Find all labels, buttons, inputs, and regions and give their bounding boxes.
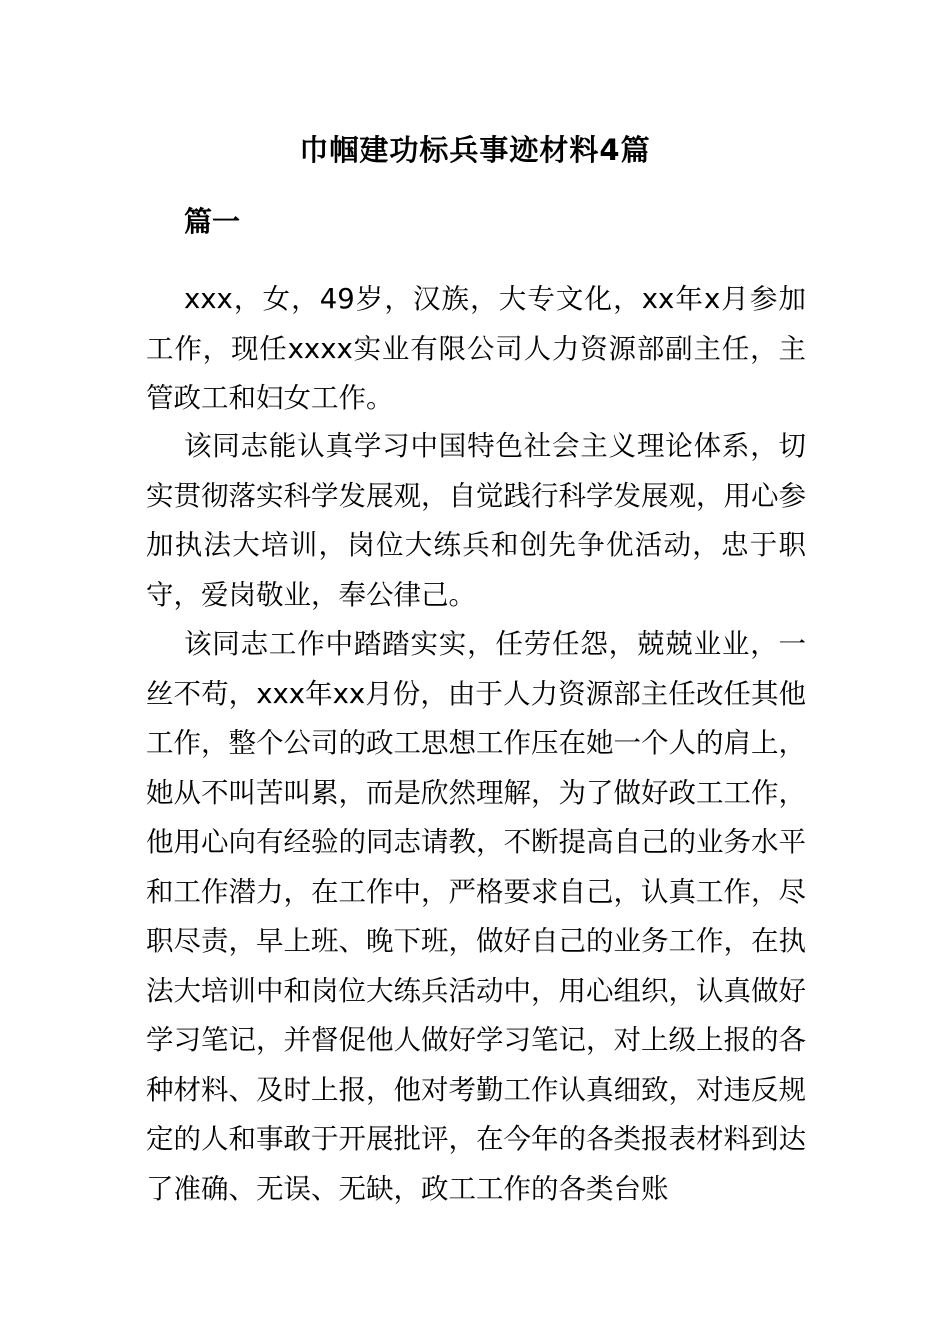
paragraph-1: xxx，女，49岁，汉族，大专文化，xx年x月参加工作，现任xxxx实业有限公司人力资源部副主任，主管政工和妇女工作。 (146, 283, 806, 414)
document-title: 巾帼建功标兵事迹材料4篇 (299, 133, 651, 167)
paragraph-3: 该同志工作中踏踏实实，任劳任怨，兢兢业业，一丝不苟，xxx年xx月份，由于人力资源部主任改任其他工作，整个公司的政工思想工作压在她一个人的肩上，她从不叫苦叫累，而是欣然理解，为了做好政工工作，他用心向有经验的同志请教，不断提高自己的业务水平和工作潜力，在工作中，严格要求自己，认真工作，尽职尽责，早上班、晚下班，做好自己的业务工作，在执法大培训中和岗位大练兵活动中，用心组织，认真做好学习笔记，并督促他人做好学习笔记，对上级上报的各种材料、及时上报，他对考勤工作认真细致，对违反规定的人和事敢于开展批评，在今年的各类报表材料到达了准确、无误、无缺，政工工作的各类台账 (146, 628, 806, 1205)
section-heading: 篇一 (184, 205, 241, 238)
paragraph-2: 该同志能认真学习中国特色社会主义理论体系，切实贯彻落实科学发展观，自觉践行科学发展观，用心参加执法大培训，岗位大练兵和创先争优活动，忠于职守，爱岗敬业，奉公律己。 (146, 430, 806, 611)
